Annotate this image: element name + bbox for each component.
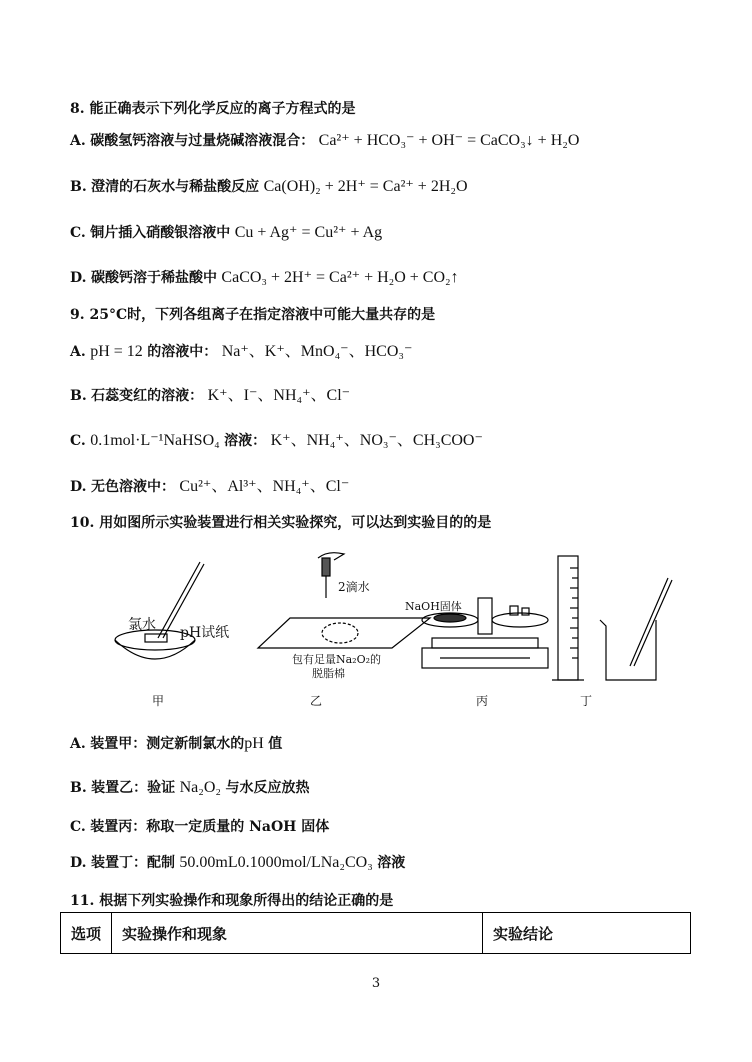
caption-yi: 乙 [310,694,323,708]
q10-d-label: D. [70,855,87,871]
q8-c-text: 铜片插入硝酸银溶液中 [90,225,231,241]
q11-table [60,912,691,954]
q11-title: 11. 根据下列实验操作和现象所得出的结论正确的是 [70,893,394,909]
q10-title: 10. 用如图所示实验装置进行相关实验探究，可以达到实验目的的是 [70,515,492,531]
q9-b-label: B. [70,388,87,404]
q10-c-text: 装置丙：称取一定质量的 NaOH 固体 [90,819,330,835]
q10-option-b [70,777,309,797]
q9-title: 9. 25°C时，下列各组离子在指定溶液中可能大量共存的是 [70,307,436,323]
label-cotton: 包有足量Na₂O₂的 [292,653,382,666]
q10-option-d [70,852,405,872]
q10-a-label: A. [70,736,86,752]
caption-jia: 甲 [152,694,165,708]
apparatus-figure [100,548,700,708]
q8-d-text: 碳酸钙溶于稀盐酸中 [90,270,217,286]
q9-d-ions: Cu²⁺、Al³⁺、NH₄⁺、Cl⁻ [179,478,350,495]
q10-c-label: C. [70,819,86,835]
label-two-drops-water: 2滴水 [338,580,370,594]
q10-a-formula: pH [244,735,264,752]
q10-d-formula: 50.00mL0.1000mol/LNa₂CO₃ [179,854,373,871]
q10-b-text2: 与水反应放热 [225,780,310,796]
q8-option-b [70,176,468,196]
q9-a-pre: pH = 12 [90,343,143,360]
table-header-row [61,913,691,954]
q10-a-text: 装置甲：测定新制氯水的 [90,736,245,752]
page-number: 3 [371,976,381,991]
q10-option-c [70,816,329,836]
q9-option-d [70,473,349,496]
q9-a-text: 的溶液中： [147,344,218,360]
q10-d-text: 装置丁：配制 [90,855,175,871]
q8-d-eq: CaCO₃ + 2H⁺ = Ca²⁺ + H₂O + CO₂↑ [221,269,459,286]
label-chlorine-water: 氯水 [128,617,156,633]
q8-c-eq: Cu + Ag⁺ = Cu²⁺ + Ag [234,224,383,241]
label-ph-paper: pH试纸 [180,625,230,641]
q9-d-text: 无色溶液中： [90,479,175,495]
q9-b-ions: K⁺、I⁻、NH₄⁺、Cl⁻ [207,387,351,404]
q8-title: 8. 能正确表示下列化学反应的离子方程式的是 [70,101,356,117]
q8-option-a [70,130,579,150]
label-cotton-2: 脱脂棉 [312,667,345,680]
q9-c-text: 溶液： [224,433,267,449]
q9-option-a [70,338,412,361]
q9-d-label: D. [70,479,87,495]
caption-ding: 丁 [580,694,593,708]
q9-c-label: C. [70,433,86,449]
q10-b-label: B. [70,780,87,796]
q10-b-text: 装置乙：验证 [91,780,176,796]
q9-b-text: 石蕊变红的溶液： [91,388,204,404]
label-naoh-solid: NaOH固体 [405,600,462,613]
q8-option-c [70,222,382,242]
q9-a-label: A. [70,344,86,360]
q8-b-text: 澄清的石灰水与稀盐酸反应 [91,179,260,195]
q8-b-label: B. [70,179,87,195]
q9-option-c [70,427,483,450]
setup-ding [552,556,672,680]
q9-c-pre: 0.1mol·L⁻¹NaHSO₄ [90,432,220,449]
q8-a-eq: Ca²⁺ + HCO₃⁻ + OH⁻ = CaCO₃↓ + H₂O [318,132,580,149]
caption-bing: 丙 [476,694,489,708]
q10-option-a [70,733,282,753]
q10-b-formula: Na₂O₂ [179,779,221,796]
header-conclusion: 实验结论 [483,913,691,954]
q10-a-text2: 值 [268,736,283,752]
q8-b-eq: Ca(OH)₂ + 2H⁺ = Ca²⁺ + 2H₂O [263,178,468,195]
q8-option-d [70,267,459,287]
header-option: 选项 [61,913,112,954]
q9-c-ions: K⁺、NH₄⁺、NO₃⁻、CH₃COO⁻ [270,432,483,449]
q8-a-text: 碳酸氢钙溶液与过量烧碱溶液混合： [90,133,315,149]
setup-jia [115,562,204,659]
q10-d-text2: 溶液 [377,855,406,871]
q9-a-ions: Na⁺、K⁺、MnO₄⁻、HCO₃⁻ [221,343,413,360]
header-operation: 实验操作和现象 [112,913,483,954]
q9-option-b [70,382,350,405]
q8-a-label: A. [70,133,86,149]
q8-c-label: C. [70,225,86,241]
q8-d-label: D. [70,270,87,286]
